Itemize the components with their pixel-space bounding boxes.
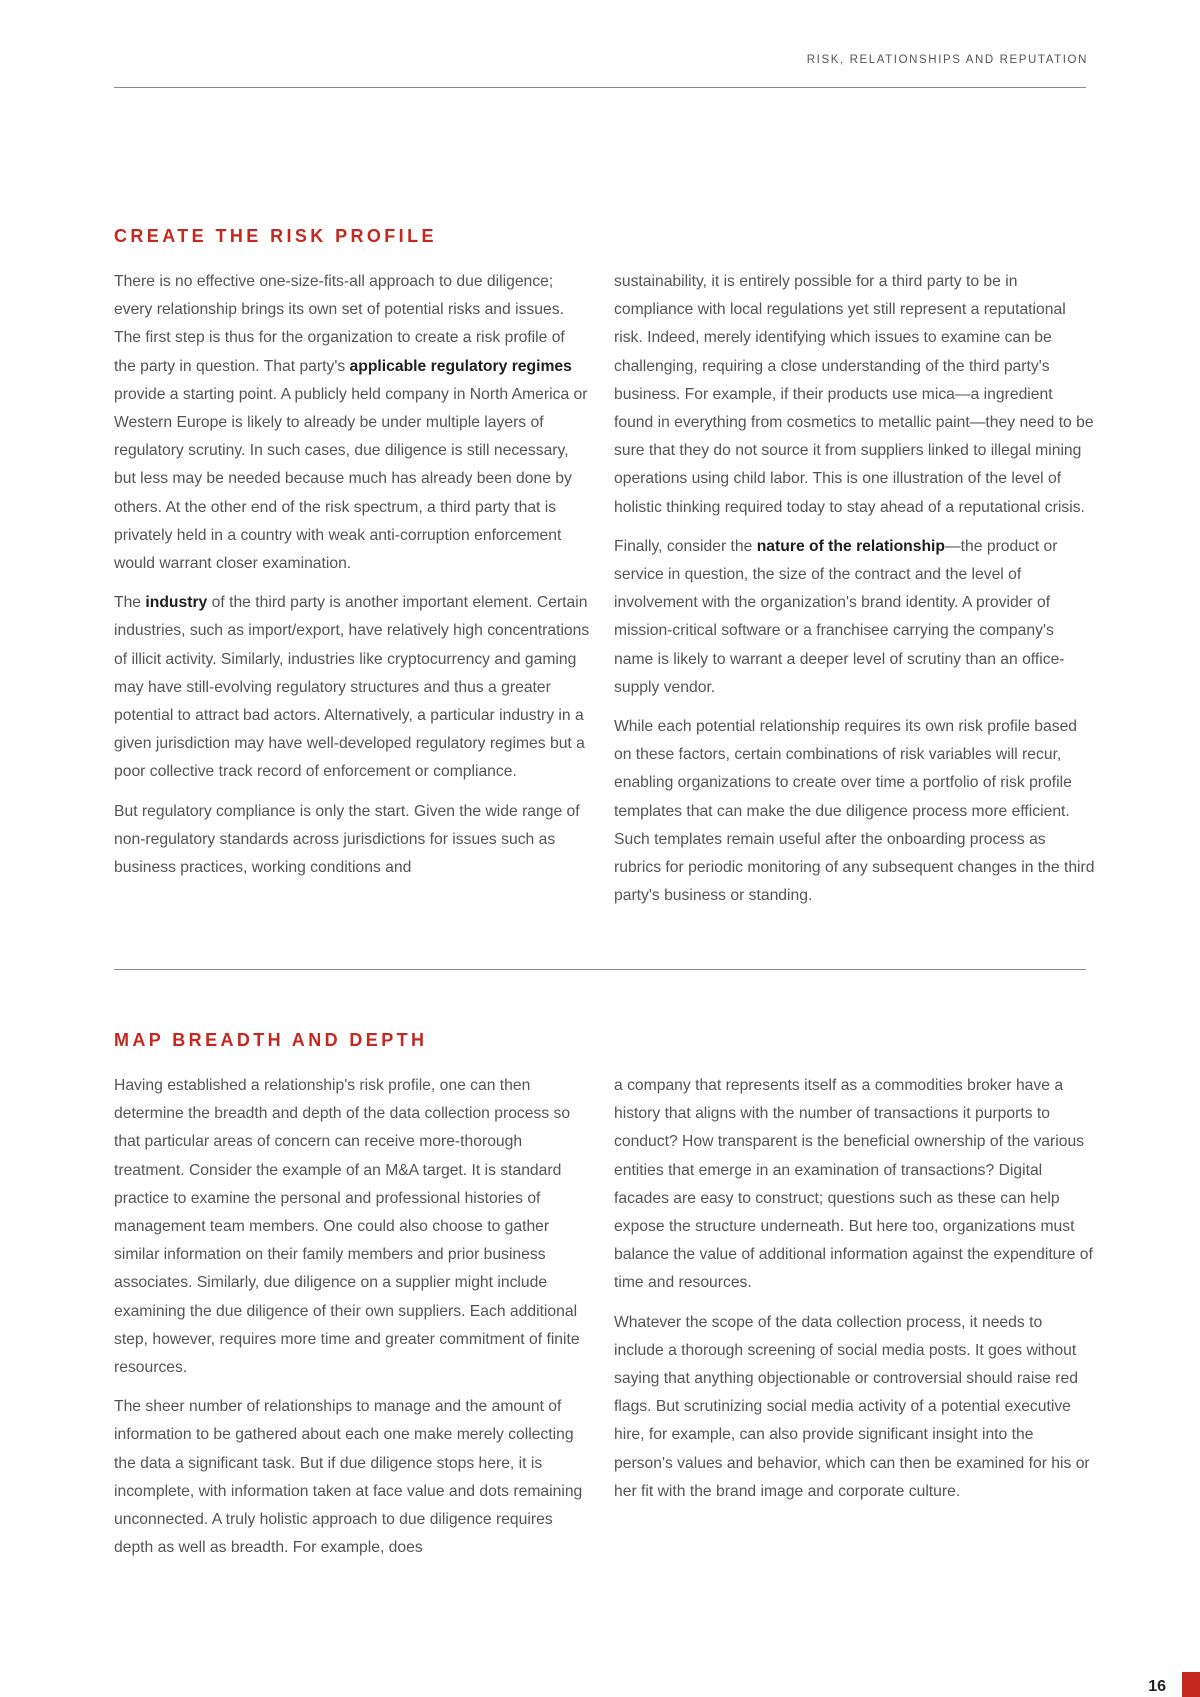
paragraph: While each potential relationship requires its own risk profile based on these factors, certain combinations of risk variables will recur, enabling organizations to create over time a portfolio of risk profile templates that can make the due diligence process more efficient. Such templates remain useful after the onboarding process as rubrics for periodic monitoring of any subsequent changes in the third party's business or standing. xyxy=(614,718,1095,905)
page-edge-marker xyxy=(1182,1672,1200,1697)
paragraph: Having established a relationship's risk profile, one can then determine the breadth and depth of the data collection process so that particular areas of concern can receive more-thorough treatment. Consider the example of an M&A target. It is standard practice to examine the personal and professional histories of management team members. One could also choose to gather similar information on their family members and prior business associates. Similarly, due diligence on a supplier might include examining the due diligence of their own suppliers. Each additional step, however, requires more time and greater commitment of finite resources. xyxy=(114,1077,580,1377)
risk-profile-right-column xyxy=(614,268,1096,921)
paragraph: Finally, consider the nature of the relationship—the product or service in question, the size of the contract and the level of involvement with the organization's brand identity. A provider of mission-critical software or a franchisee carrying the company's name is likely to warrant a deeper level of scrutiny than an office-supply vendor. xyxy=(614,537,1065,696)
breadth-depth-left-column xyxy=(114,1072,590,1573)
paragraph: Whatever the scope of the data collection process, it needs to include a thorough screening of social media posts. It goes without saying that anything objectionable or controversial should raise red flags. But scrutinizing social media activity of a potential executive hire, for example, can also provide significant insight into the person's values and behavior, which can then be examined for his or her fit with the brand image and corporate culture. xyxy=(614,1313,1090,1500)
section-title-breadth-depth: MAP BREADTH AND DEPTH xyxy=(114,1030,428,1050)
header-divider xyxy=(114,87,1086,88)
paragraph: a company that represents itself as a commodities broker have a history that aligns with the number of transactions it purports to conduct? How transparent is the beneficial ownership of the various entities that emerge in an examination of transactions? Digital facades are easy to construct; questions such as these can help expose the structure underneath. But here too, organizations must balance the value of additional information against the expenditure of time and resources. xyxy=(614,1077,1093,1292)
breadth-depth-right-column xyxy=(614,1072,1096,1517)
page-number: 16 xyxy=(1148,1678,1166,1695)
paragraph: sustainability, it is entirely possible for a third party to be in compliance with local regulations yet still represent a reputational risk. Indeed, merely identifying which issues to examine can be challenging, requiring a close understanding of the third party's business. For example, if their products use mica—a ingredient found in everything from cosmetics to metallic paint—they need to be sure that they do not source it from suppliers linked to illegal mining operations using child labor. This is one illustration of the level of holistic thinking required today to stay ahead of a reputational crisis. xyxy=(614,273,1094,516)
section-divider xyxy=(114,969,1086,970)
paragraph: The industry of the third party is another important element. Certain industries, such as import/export, have relatively high concentrations of illicit activity. Similarly, industries like cryptocurrency and gaming may have still-evolving regulatory structures and thus a greater potential to attract bad actors. Alternatively, a particular industry in a given jurisdiction may have well-developed regulatory regimes but a poor collective track record of enforcement or compliance. xyxy=(114,594,590,781)
emphasis: applicable regulatory regimes xyxy=(349,357,572,375)
paragraph: The sheer number of relationships to manage and the amount of information to be gathered about each one make merely collecting the data a significant task. But if due diligence stops here, it is incomplete, with information taken at face value and dots remaining unconnected. A truly holistic approach to due diligence requires depth as well as breadth. For example, does xyxy=(114,1398,583,1557)
paragraph: But regulatory compliance is only the start. Given the wide range of non-regulatory standards across jurisdictions for issues such as business practices, working conditions and xyxy=(114,802,580,877)
emphasis: industry xyxy=(145,594,208,612)
running-head: RISK, RELATIONSHIPS AND REPUTATION xyxy=(806,54,1088,66)
emphasis: nature of the relationship xyxy=(756,537,945,555)
risk-profile-left-column xyxy=(114,268,590,893)
section-title-risk-profile: CREATE THE RISK PROFILE xyxy=(114,226,437,246)
paragraph: There is no effective one-size-fits-all approach to due diligence; every relationship brings its own set of potential risks and issues. The first step is thus for the organization to create a risk profile of the party in question. That party's applicable regulatory regimes provide a starting point. A publicly held company in North America or Western Europe is likely to already be under multiple layers of regulatory scrutiny. In such cases, due diligence is still necessary, but less may be needed because much has already been done by others. At the other end of the risk spectrum, a third party that is privately held in a country with weak anti-corruption enforcement would warrant closer examination. xyxy=(114,273,588,573)
